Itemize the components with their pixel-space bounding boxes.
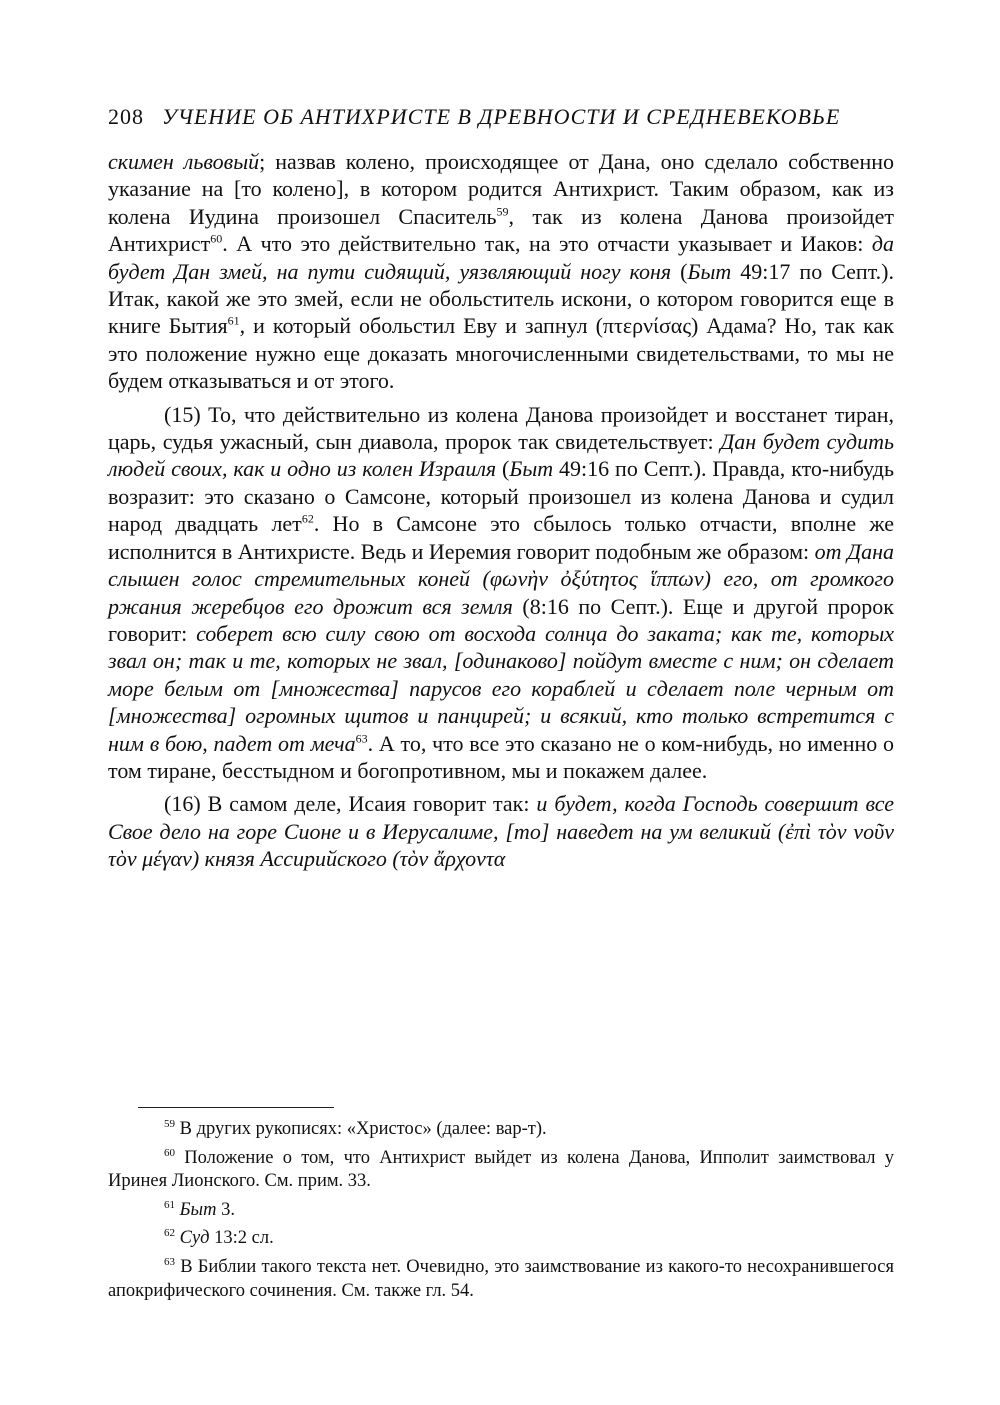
paragraph-14-continuation: скимен львовый; назвав колено, происходящее от Дана, оно сделало собственно указание на [то колено], в котором родится Антихрист. Таким образом, как из колена Иудина произошел Спаситель$^{59}$, так из колена Данова произойдет Антихрист$^{60}$. А что это действительно так, на это отчасти указывает и Иаков: да будет Дан змей, на пути сидящий, уязвляющий ногу коня (Быт 49:17 по Септ.). Итак, какой же это змей, если не обольститель искони, о котором говорится еще в книге Бытия$^{61}$, и который обольстил Еву и запнул (πτερνίσας) Адама? Но, так как это положение нужно еще доказать многочисленными свидетельствами, то мы не будем отказываться и от этого. bbox=[108, 149, 894, 394]
italic-quote: скимен львовый bbox=[108, 149, 260, 174]
running-head bbox=[108, 104, 898, 130]
italic-quote: да будет Дан змей, на пути сидящий, уязвляющий ногу коня bbox=[108, 231, 894, 284]
footnotes bbox=[108, 1118, 894, 1308]
main-text bbox=[108, 148, 894, 879]
paragraph-15: (15) То, что действительно из колена Данова произойдет и восстанет тиран, царь, судья ужасный, сын диавола, пророк так свидетельствует: Дан будет судить людей своих, как и одно из колен Израиля (Быт 49:16 по Септ.). Правда, кто-нибудь возразит: это сказано о Самсоне, который произошел из колена Данова и судил народ двадцать лет$^{62}$. Но в Самсоне это сбылось только отчасти, вполне же исполнится в Антихристе. Ведь и Иеремия говорит подобным же образом: от Дана слышен голос стремительных коней (φωνὴν ὀξύτητος ἵππων) его, от громкого ржания жеребцов его дрожит вся земля (8:16 по Септ.). Еще и другой пророк говорит: соберет всю силу свою от восхода солнца до заката; как те, которых звал он; так и те, которых не звал, [одинаково] пойдут вместе с ним; он сделает море белым от [множества] парусов его кораблей и сделает поле черным от [множества] огромных щитов и панцирей; и всякий, кто только встретится с ним в бою, падет от меча$^{63}$. А то, что все это сказано не о ком-нибудь, но именно о том тиране, бесстыдном и богопротивном, мы и покажем далее. bbox=[108, 401, 894, 783]
footnote-number: 60 bbox=[164, 1146, 175, 1159]
scripture-ref: Суд bbox=[179, 1228, 210, 1249]
italic-quote: и будет, когда Господь совершит все Свое дело на горе Сионе и в Иерусалиме, [то] наведет на ум великий (ἐπὶ τὸν νοῦν τὸν μέγαν) князя Ассирийского (τὸν ἄρχοντα bbox=[108, 791, 894, 872]
footnote-number: 59 bbox=[164, 1117, 175, 1130]
footnote-62: $^{62}$ Суд 13:2 сл. bbox=[164, 1227, 274, 1249]
italic-quote: от Дана слышен голос стремительных коней (φωνὴν ὀξύτητος ἵππων) его, от громкого ржания жеребцов его дрожит вся земля bbox=[108, 538, 894, 619]
scripture-ref: Быт bbox=[509, 456, 554, 482]
footnote-ref-63[interactable]: 63 bbox=[355, 731, 368, 746]
footnote-60: $^{60}$ Положение о том, что Антихрист выйдет из колена Данова, Ипполит заимствовал у Иринея Лионского. См. прим. 33. bbox=[108, 1146, 894, 1192]
footnote-ref-62[interactable]: 62 bbox=[301, 511, 314, 526]
scripture-ref: Быт bbox=[179, 1199, 217, 1220]
footnote-61: $^{61}$ Быт 3. bbox=[164, 1198, 235, 1220]
italic-quote: соберет всю силу свою от восхода солнца до заката; как те, которых звал он; так и те, которых не звал, [одинаково] пойдут вместе с ним; он сделает море белым от [множества] парусов его кораблей и сделает поле черным от [множества] огромных щитов и панцирей; и всякий, кто только встретится с ним в бою, падет от меча bbox=[108, 620, 894, 756]
footnote-63: $^{63}$ В Библии такого текста нет. Очевидно, это заимствование из какого-то несохранившегося апокрифического сочинения. См. также гл. 54. bbox=[108, 1255, 894, 1301]
footnote-ref-60[interactable]: 60 bbox=[210, 231, 223, 246]
italic-quote: Дан будет судить людей своих, как и одно из колен Израиля bbox=[108, 429, 894, 482]
footnote-number: 61 bbox=[164, 1198, 175, 1211]
page-number: 208 bbox=[108, 104, 144, 129]
paragraph-16: (16) В самом деле, Исаия говорит так: и будет, когда Господь совершит все Свое дело на горе Сионе и в Иерусалиме, [то] наведет на ум великий (ἐπὶ τὸν νοῦν τὸν μέγαν) князя Ассирийского (τὸν ἄρχοντα bbox=[108, 791, 894, 872]
footnote-number: 62 bbox=[164, 1227, 175, 1240]
running-title: УЧЕНИЕ ОБ АНТИХРИСТЕ В ДРЕВНОСТИ И СРЕДНЕВЕКОВЬЕ bbox=[162, 104, 841, 129]
footnote-divider bbox=[138, 1107, 334, 1108]
footnote-number: 63 bbox=[164, 1255, 175, 1268]
footnote-ref-59[interactable]: 59 bbox=[496, 204, 509, 219]
footnote-ref-61[interactable]: 61 bbox=[227, 314, 240, 329]
scripture-ref: Быт bbox=[687, 258, 732, 284]
footnote-59: $^{59}$ В других рукописях: «Христос» (далее: вар-т). bbox=[164, 1117, 547, 1139]
